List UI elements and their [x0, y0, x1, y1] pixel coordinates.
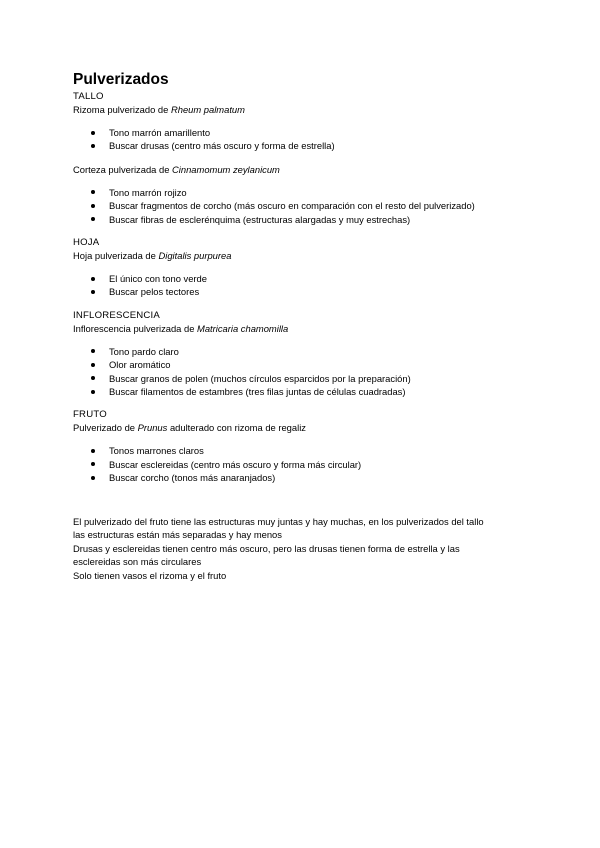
bullet-list [73, 126, 543, 153]
section-heading-inflorescencia: INFLORESCENCIA [73, 309, 161, 321]
bullet-list [73, 345, 543, 399]
section-heading-fruto: FRUTO [73, 409, 107, 421]
section-heading-tallo: TALLO [73, 91, 104, 102]
list-item: El único con tono verde [73, 272, 543, 285]
list-item: Buscar pelos tectores [73, 285, 543, 298]
specimen-title: Rizoma pulverizado de Rheum palmatum [73, 104, 245, 115]
page-title: Pulverizados [73, 71, 169, 88]
list-item: Buscar fragmentos de corcho (más oscuro en comparación con el resto del pulverizado) [73, 199, 543, 212]
note-line: Solo tienen vasos el rizoma y el fruto [73, 569, 227, 581]
notes-block [73, 515, 543, 583]
specimen-title: Pulverizado de Prunus adulterado con rizoma de regaliz [73, 422, 306, 434]
species-name: Digitalis purpurea [158, 250, 232, 262]
list-item: Olor aromático [73, 358, 543, 371]
list-item: Buscar esclereidas (centro más oscuro y forma más circular) [73, 458, 543, 471]
list-item: Buscar drusas (centro más oscuro y forma de estrella) [73, 139, 543, 152]
species-name: Matricaria chamomilla [197, 322, 289, 334]
species-name: Cinnamomum zeylanicum [172, 163, 280, 175]
list-item: Buscar fibras de esclerénquima (estructuras alargadas y muy estrechas) [73, 213, 543, 226]
specimen-title: Corteza pulverizada de Cinnamomum zeylanicum [73, 163, 280, 175]
list-item: Buscar granos de polen (muchos círculos esparcidos por la preparación) [73, 372, 543, 385]
species-name: Prunus [137, 422, 168, 434]
document-page [73, 70, 543, 582]
bullet-list [73, 444, 543, 484]
note-line: las estructuras están más separadas y hay menos [73, 529, 282, 541]
species-name: Rheum palmatum [170, 104, 245, 115]
list-item: Tono marrón rojizo [73, 186, 543, 199]
list-item: Buscar corcho (tonos más anaranjados) [73, 471, 543, 484]
bullet-list [73, 186, 543, 226]
bullet-list [73, 272, 543, 299]
note-line: Drusas y esclereidas tienen centro más oscuro, pero las drusas tienen forma de estrella y las [73, 542, 460, 554]
note-line: esclereidas son más circulares [73, 556, 202, 568]
section-heading-hoja: HOJA [73, 237, 100, 249]
specimen-title: Inflorescencia pulverizada de Matricaria chamomilla [73, 322, 289, 334]
list-item: Tono marrón amarillento [73, 126, 543, 139]
note-line: El pulverizado del fruto tiene las estructuras muy juntas y hay muchas, en los pulverizados del tallo [73, 515, 484, 527]
list-item: Tono pardo claro [73, 345, 543, 358]
specimen-title: Hoja pulverizada de Digitalis purpurea [73, 250, 232, 262]
list-item: Buscar filamentos de estambres (tres filas juntas de células cuadradas) [73, 385, 543, 398]
list-item: Tonos marrones claros [73, 444, 543, 457]
